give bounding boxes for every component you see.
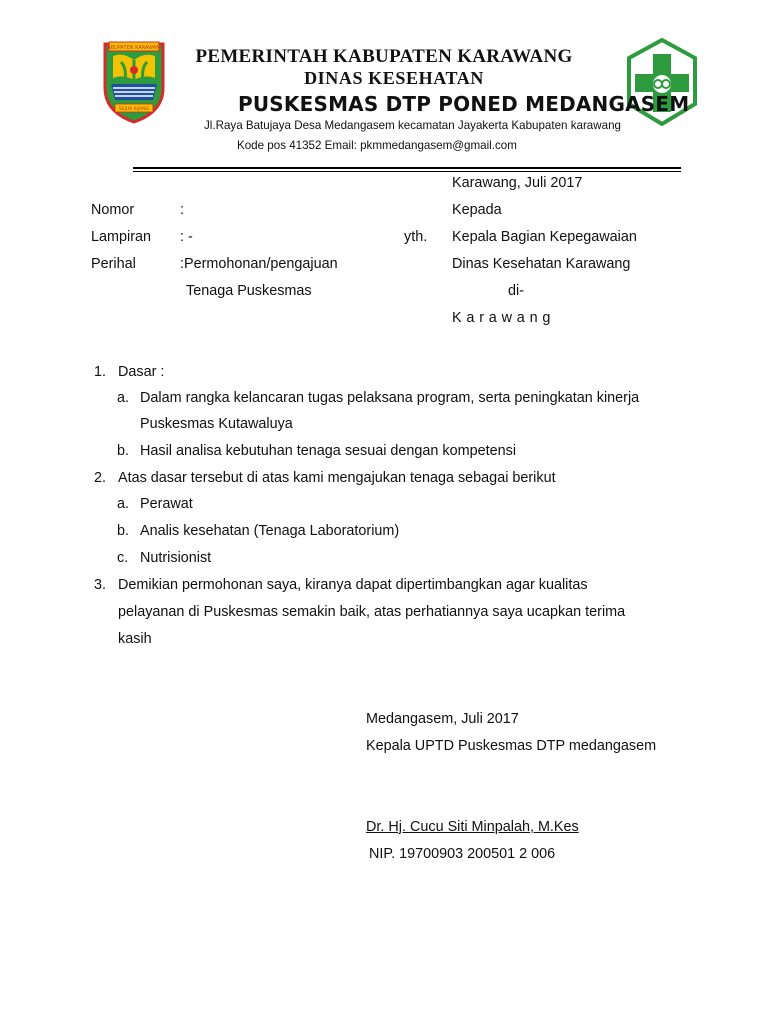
letterhead-government: PEMERINTAH KABUPATEN KARAWANG	[195, 46, 573, 67]
item-1-text: Dasar :	[118, 364, 165, 380]
item-1b-text: Hasil analisa kebutuhan tenaga sesuai dengan kompetensi	[140, 443, 517, 459]
item-3-text-cont2: kasih	[118, 631, 152, 647]
perihal-label: Perihal	[91, 256, 136, 272]
lampiran-value: : -	[180, 229, 193, 245]
item-1-number: 1.	[94, 364, 107, 380]
item-1a-mark: a.	[117, 390, 130, 406]
signatory-nip: NIP. 19700903 200501 2 006	[369, 846, 556, 862]
item-2b-mark: b.	[117, 523, 130, 539]
item-3-text: Demikian permohonan saya, kiranya dapat dipertimbangkan agar kualitas	[118, 577, 588, 593]
item-2c-text: Nutrisionist	[140, 550, 212, 566]
letterhead-contact: Kode pos 41352 Email: pkmmedangasem@gmail.com	[237, 139, 517, 152]
closing-date: Medangasem, Juli 2017	[366, 711, 519, 727]
logo-text-top: KABUPATEN KARAWANG	[104, 45, 164, 51]
item-3-number: 3.	[94, 577, 107, 593]
nomor-value: :	[180, 202, 184, 218]
letterhead-facility: PUSKESMAS DTP PONED MEDANGASEM	[238, 92, 690, 116]
nomor-label: Nomor	[91, 202, 135, 218]
perihal-value: :Permohonan/pengajuan	[180, 256, 338, 272]
recipient-di: di-	[508, 283, 524, 299]
yth-label: yth.	[404, 229, 428, 245]
item-1b-mark: b.	[117, 443, 130, 459]
item-2a-text: Perawat	[140, 496, 193, 512]
item-1a-text: Dalam rangka kelancaran tugas pelaksana program, serta peningkatan kinerja	[140, 390, 640, 406]
item-2-text: Atas dasar tersebut di atas kami mengajukan tenaga sebagai berikut	[118, 470, 556, 486]
item-2c-mark: c.	[117, 550, 129, 566]
perihal-value-cont: Tenaga Puskesmas	[186, 283, 312, 299]
recipient-line2: Dinas Kesehatan Karawang	[452, 256, 631, 272]
letterhead-address: Jl.Raya Batujaya Desa Medangasem kecamatan Jayakerta Kabupaten karawang	[204, 119, 621, 132]
lampiran-label: Lampiran	[91, 229, 151, 245]
recipient-place: K a r a w a n g	[452, 310, 551, 326]
item-2-number: 2.	[94, 470, 107, 486]
signatory-name: Dr. Hj. Cucu Siti Minpalah, M.Kes	[366, 819, 579, 835]
letter-date: Karawang, Juli 2017	[452, 175, 583, 191]
letterhead-rule-thin	[133, 171, 681, 172]
recipient-line1: Kepala Bagian Kepegawaian	[452, 229, 637, 245]
logo-text-bottom: SEJUK KIJANG	[118, 107, 150, 112]
item-2a-mark: a.	[117, 496, 130, 512]
letterhead-department: DINAS KESEHATAN	[304, 68, 484, 88]
item-1a-text-cont: Puskesmas Kutawaluya	[140, 416, 293, 432]
letterhead-rule-thick	[133, 167, 681, 169]
kepada-label: Kepada	[452, 202, 502, 218]
item-2b-text: Analis kesehatan (Tenaga Laboratorium)	[140, 523, 400, 539]
item-3-text-cont1: pelayanan di Puskesmas semakin baik, atas perhatiannya saya ucapkan terima	[118, 604, 626, 620]
signatory-title: Kepala UPTD Puskesmas DTP medangasem	[366, 738, 657, 754]
